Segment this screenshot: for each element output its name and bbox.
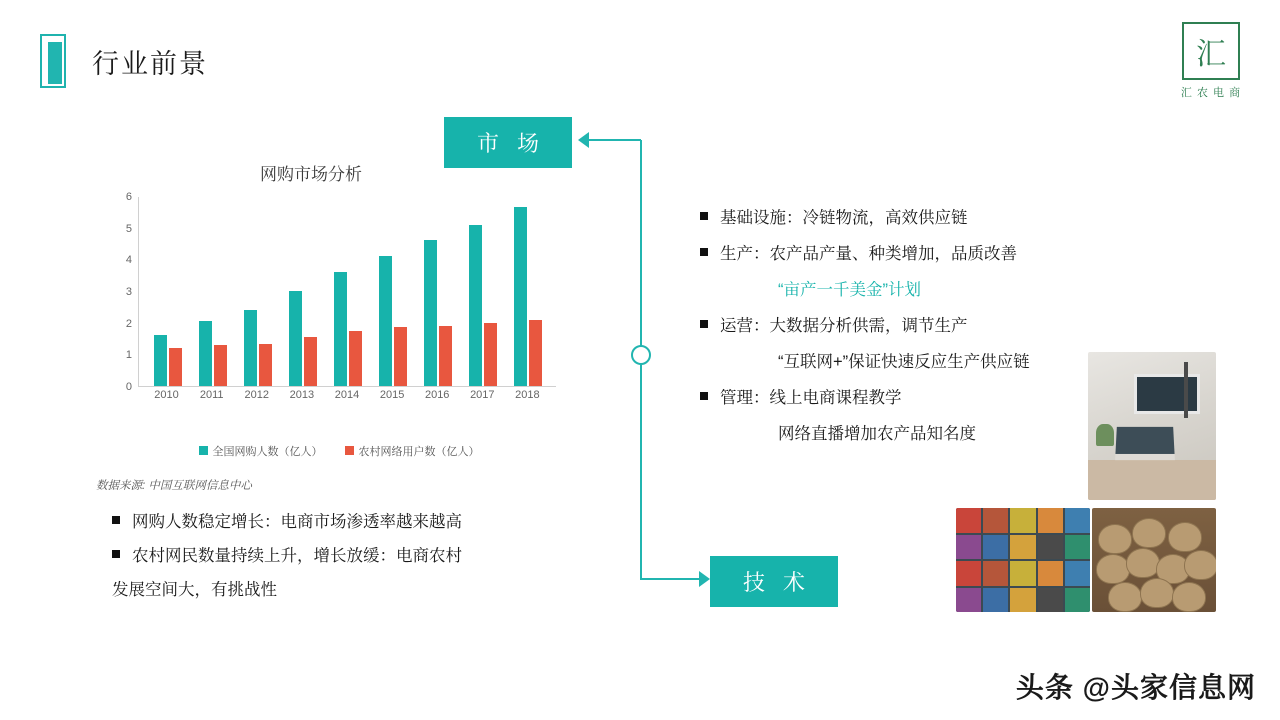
bullet-square-icon (112, 550, 120, 558)
bullet-square-icon (700, 392, 708, 400)
brand-logo (1174, 22, 1248, 106)
container-cell (1065, 561, 1090, 586)
container-cell (956, 588, 981, 613)
chart-x-tick: 2010 (154, 389, 179, 401)
chart-legend-swatch (345, 446, 354, 455)
connector-top-line (585, 139, 641, 141)
container-cell (1038, 561, 1063, 586)
chart-bar-group (379, 197, 407, 386)
list-item-label: 管理：线上电商课程教学 (720, 389, 902, 407)
right-detail-list (700, 200, 1120, 452)
list-item (700, 236, 1120, 272)
container-cell (1038, 535, 1063, 560)
container-cell (1065, 588, 1090, 613)
sack-shape (1168, 522, 1202, 552)
chart-bar (379, 256, 392, 386)
container-cell (983, 588, 1008, 613)
list-item (112, 539, 572, 573)
connector-bottom-line (641, 578, 701, 580)
connector-node-icon (631, 345, 651, 365)
sack-shape (1140, 578, 1174, 608)
list-item-label: “互联网+”保证快速反应生产供应链 (778, 353, 1030, 371)
logo-label: 汇 农 电 商 (1180, 87, 1242, 99)
sack-shape (1184, 550, 1216, 580)
chart-bar-group (514, 197, 542, 386)
chart-x-tick: 2015 (379, 389, 405, 401)
connector-arrow-left-icon (578, 132, 589, 148)
container-cell (1010, 561, 1035, 586)
chart-bar-group (199, 197, 227, 386)
chart-y-tick: 6 (125, 191, 132, 203)
chart-bar (289, 291, 302, 386)
chart-legend-label: 农村网络用户数（亿人） (358, 446, 480, 458)
list-item-label: 网购人数稳定增长：电商市场渗透率越来越高 (132, 513, 462, 531)
container-cell (983, 508, 1008, 533)
container-cell (1038, 508, 1063, 533)
left-conclusion-list (112, 505, 572, 607)
chart-title: 网购市场分析 (260, 165, 362, 184)
chart-bar (334, 272, 347, 386)
sack-shape (1096, 554, 1130, 584)
sack-shape (1126, 548, 1160, 578)
chart-x-tick: 2018 (515, 389, 540, 401)
list-item (700, 272, 1120, 308)
sack-shape (1098, 524, 1132, 554)
chart-bar-group (469, 197, 497, 386)
container-cell (983, 535, 1008, 560)
watermark: 头条 @头家信息网 (1015, 672, 1256, 703)
chart-bar (514, 207, 527, 386)
chart-legend-label: 全国网购人数（亿人） (212, 446, 323, 458)
chart-bar (154, 335, 167, 386)
chart-bar (469, 225, 482, 386)
tag-market: 市 场 (444, 117, 572, 168)
list-item (112, 505, 572, 539)
sack-shape (1172, 582, 1206, 612)
container-cell (956, 508, 981, 533)
market-chart (96, 160, 556, 493)
sack-shape (1132, 518, 1166, 548)
list-item-label: “亩产一千美金”计划 (778, 281, 921, 299)
chart-legend (122, 443, 556, 459)
chart-bar-group (289, 197, 317, 386)
chart-y-tick: 2 (125, 317, 132, 330)
chart-y-tick: 0 (125, 381, 132, 393)
chart-y-tick: 4 (125, 254, 132, 267)
container-cell (983, 561, 1008, 586)
shipping-containers-photo (956, 508, 1090, 612)
chart-bar (394, 327, 407, 386)
container-cell (1065, 535, 1090, 560)
list-item-label: 农村网民数量持续上升，增长放缓：电商农村 (132, 547, 462, 565)
chart-y-tick: 1 (125, 349, 132, 362)
chart-bar (304, 337, 317, 386)
chart-x-tick: 2014 (334, 389, 360, 401)
tag-tech: 技 术 (710, 556, 838, 607)
chart-plot-area (138, 197, 556, 387)
list-item-label: 运营：大数据分析供需，调节生产 (720, 317, 968, 335)
chart-bar-group (334, 197, 362, 386)
container-cell (1010, 508, 1035, 533)
chart-bar (214, 345, 227, 386)
list-item (112, 573, 572, 607)
container-cell (1038, 588, 1063, 613)
chart-bar (529, 320, 542, 386)
chart-y-axis (112, 191, 136, 393)
grain-sacks-photo (1092, 508, 1216, 612)
chart-source-note: 数据来源: 中国互联网信息中心 (96, 480, 252, 492)
bullet-square-icon (700, 212, 708, 220)
desk-workspace-photo (1088, 352, 1216, 500)
container-cell (956, 561, 981, 586)
list-item-label: 网络直播增加农产品知名度 (778, 425, 976, 443)
container-cell (1010, 588, 1035, 613)
chart-bar (484, 323, 497, 386)
chart-bar (424, 240, 437, 386)
chart-x-tick: 2016 (424, 389, 450, 401)
container-cell (1065, 508, 1090, 533)
bullet-square-icon (700, 248, 708, 256)
chart-bar (199, 321, 212, 386)
chart-y-tick: 5 (125, 222, 132, 235)
chart-legend-item (345, 443, 480, 459)
chart-legend-item (199, 443, 323, 459)
chart-bar-group (424, 197, 452, 386)
connector-arrow-right-icon (699, 571, 710, 587)
list-item-label: 发展空间大，有挑战性 (112, 581, 277, 599)
container-cell (956, 535, 981, 560)
list-item (700, 416, 1120, 452)
chart-x-tick: 2013 (289, 389, 315, 401)
chart-x-tick: 2017 (470, 389, 495, 401)
list-item-label: 生产：农产品产量、种类增加，品质改善 (720, 245, 1017, 263)
chart-x-axis (138, 389, 556, 401)
chart-bar-group (154, 197, 182, 386)
chart-bar (439, 326, 452, 386)
bullet-square-icon (112, 516, 120, 524)
chart-x-tick: 2011 (199, 389, 224, 401)
chart-bar-group (244, 197, 272, 386)
list-item (700, 308, 1120, 344)
page-title: 行业前景 (92, 48, 208, 79)
chart-x-tick: 2012 (244, 389, 269, 401)
sack-shape (1108, 582, 1142, 612)
list-item (700, 344, 1120, 380)
chart-y-tick: 3 (125, 286, 132, 298)
bookmark-icon (40, 34, 66, 88)
chart-bar (169, 348, 182, 386)
list-item (700, 200, 1120, 236)
chart-bar (244, 310, 257, 386)
list-item (700, 380, 1120, 416)
chart-bar (259, 344, 272, 386)
list-item-label: 基础设施：冷链物流，高效供应链 (720, 209, 968, 227)
bullet-square-icon (700, 320, 708, 328)
slide-header (40, 34, 208, 88)
chart-legend-swatch (199, 446, 208, 455)
chart-bar (349, 331, 362, 386)
container-cell (1010, 535, 1035, 560)
logo-glyph: 汇 (1182, 22, 1240, 80)
